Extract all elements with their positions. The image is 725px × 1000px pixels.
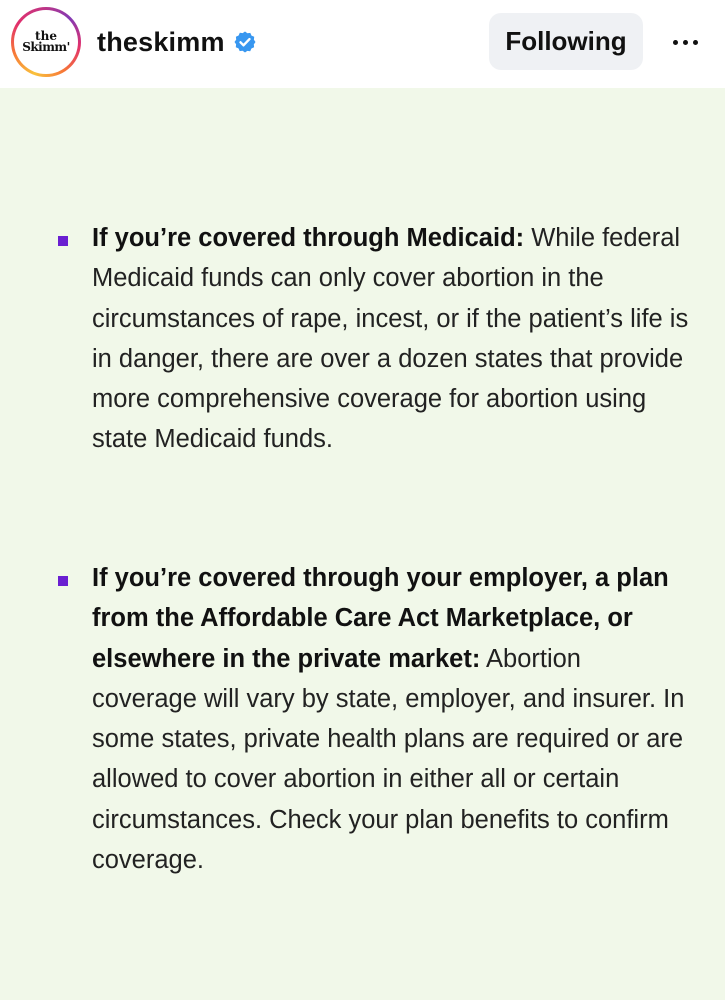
following-button[interactable]: Following bbox=[489, 13, 643, 70]
more-dot bbox=[673, 40, 678, 45]
bullet-body: While federal Medicaid funds can only cover abortion in the circumstances of rape, incest, or if the patient’s life is in danger, there are over a dozen states that provide more comprehensive coverage for abortion using state Medicaid funds. bbox=[92, 224, 689, 454]
more-dot bbox=[683, 40, 688, 45]
verified-badge-icon bbox=[233, 30, 257, 54]
logo-line-1: the bbox=[35, 29, 57, 43]
bullet-heading: If you’re covered through your employer, a plan from the Affordable Care Act Marketplace, or elsewhere in the private market: bbox=[92, 564, 669, 673]
post-image bbox=[0, 88, 725, 1000]
username-link[interactable]: theskimm bbox=[97, 26, 225, 57]
avatar[interactable] bbox=[11, 7, 81, 77]
username-area bbox=[97, 24, 257, 60]
bullet-paragraph bbox=[92, 218, 692, 460]
bullet-heading: If you’re covered through Medicaid: bbox=[92, 224, 525, 252]
more-options-icon[interactable] bbox=[662, 28, 708, 56]
logo-line-2: Skimm' bbox=[22, 40, 70, 54]
avatar-inner bbox=[14, 10, 78, 74]
bullet-square-icon bbox=[58, 576, 68, 586]
theskimm-logo bbox=[18, 14, 74, 70]
bullet-square-icon bbox=[58, 236, 68, 246]
bullet-paragraph bbox=[92, 558, 692, 880]
post-header bbox=[0, 0, 725, 88]
more-dot bbox=[693, 40, 698, 45]
bullet-body: Abortion coverage will vary by state, employer, and insurer. In some states, private health plans are required or are allowed to cover abortion in either all or certain circumstances. Check your plan benefits to confirm coverage. bbox=[92, 644, 685, 875]
